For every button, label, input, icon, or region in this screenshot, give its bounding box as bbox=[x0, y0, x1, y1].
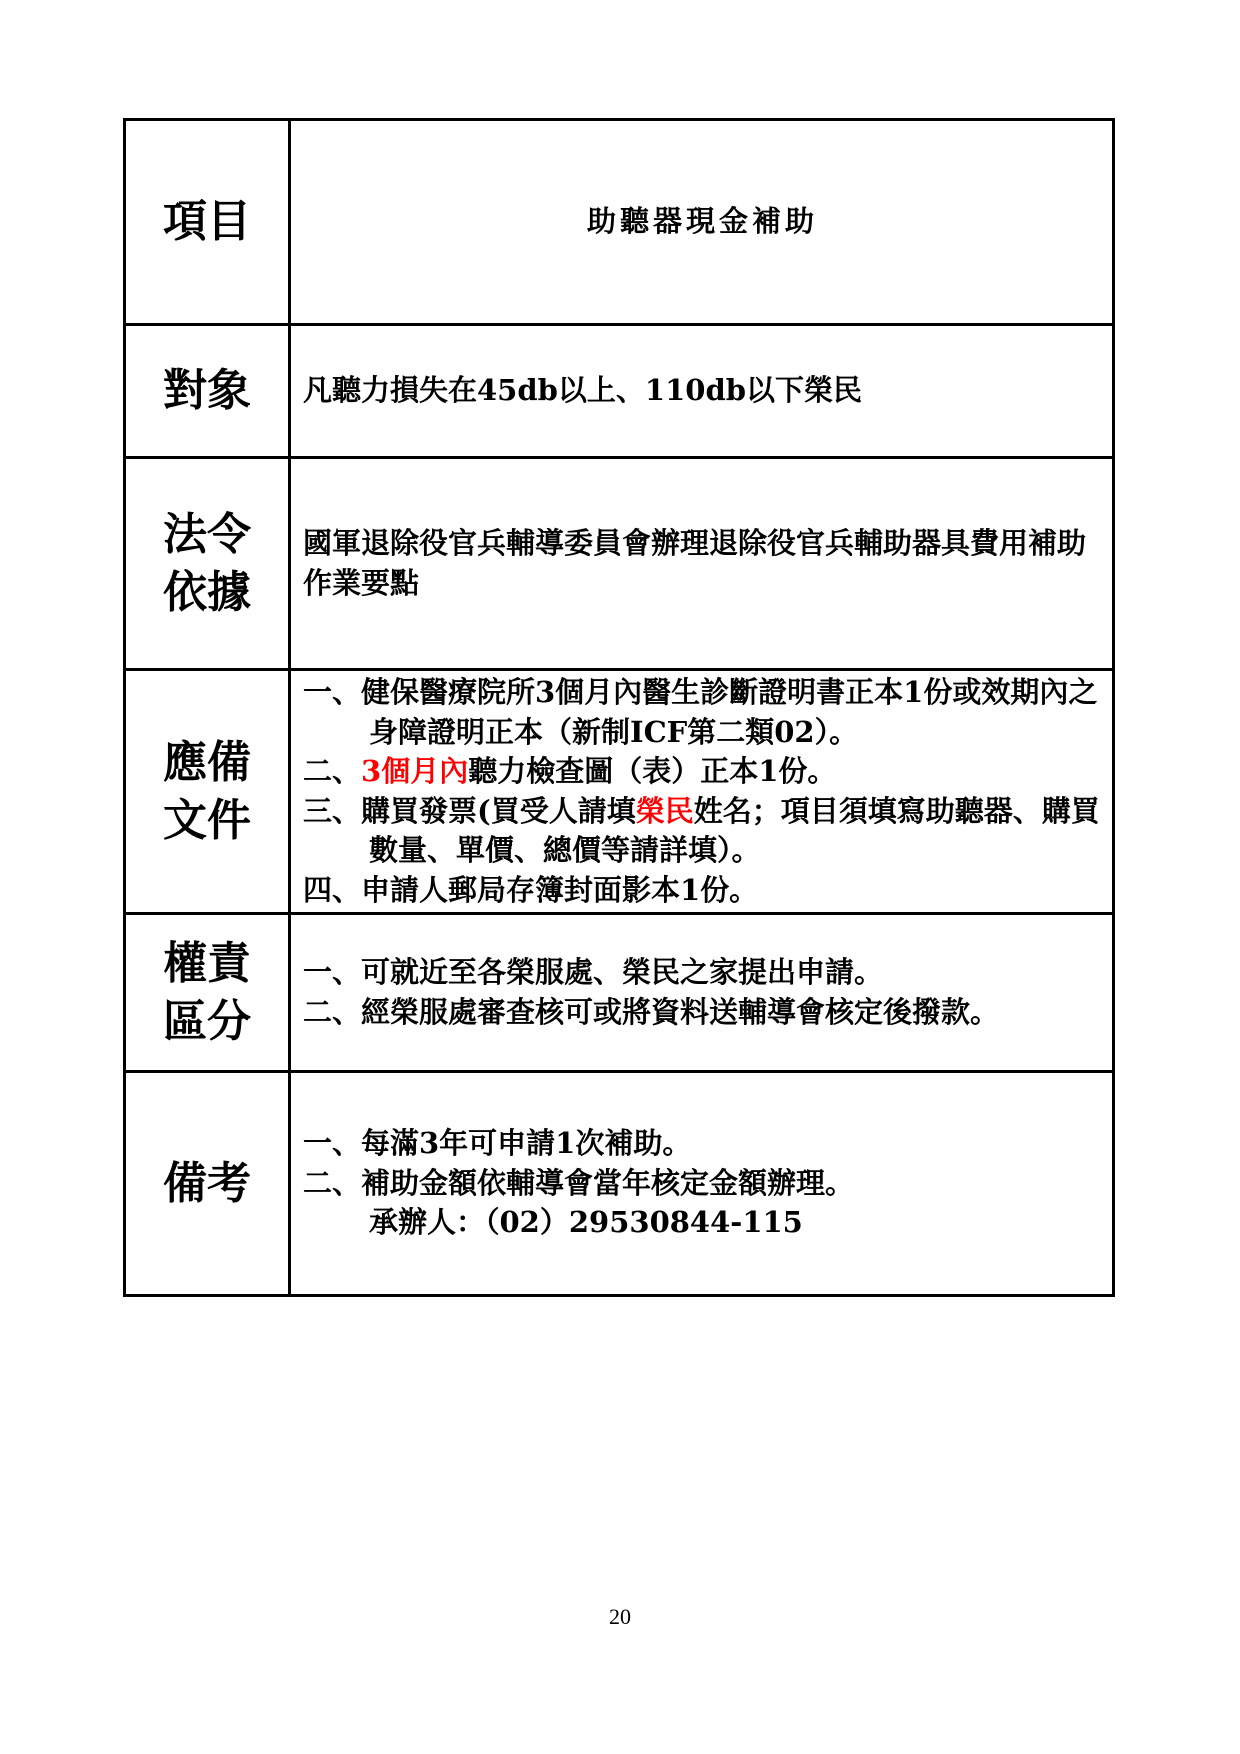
row-documents bbox=[125, 670, 1114, 914]
label-legal bbox=[125, 458, 290, 670]
highlight-text: 榮民 bbox=[635, 793, 694, 828]
label-item: 項目 bbox=[125, 120, 290, 325]
list-item bbox=[303, 752, 1102, 792]
remarks-list bbox=[290, 1072, 1114, 1296]
row-legal bbox=[125, 458, 1114, 670]
label-remarks: 備考 bbox=[125, 1072, 290, 1296]
label-line: 權責 bbox=[163, 937, 251, 989]
item-text: 聽力檢查圖（表）正本1份。 bbox=[468, 754, 837, 788]
item-text: 姓名；項目須填寫助聽器、購買數量、單價、總價等請詳填）。 bbox=[369, 793, 1100, 867]
list-item: 四、申請人郵局存簿封面影本1份。 bbox=[303, 872, 759, 907]
page-number: 20 bbox=[609, 1604, 631, 1629]
contact-info: 承辦人：（02）29530844-115 bbox=[369, 1205, 803, 1240]
label-documents bbox=[125, 670, 290, 914]
label-line: 依據 bbox=[163, 566, 251, 618]
row-item bbox=[125, 120, 1114, 325]
list-item: 一、每滿3年可申請1次補助。 bbox=[303, 1126, 692, 1161]
highlight-text: 3個月內 bbox=[361, 754, 469, 788]
responsibility-list bbox=[290, 914, 1114, 1072]
label-line: 應備 bbox=[163, 736, 251, 788]
row-remarks bbox=[125, 1072, 1114, 1296]
subsidy-table bbox=[123, 118, 1115, 1297]
legal-text: 國軍退除役官兵輔導委員會辦理退除役官兵輔助器具費用補助作業要點 bbox=[290, 458, 1114, 670]
row-target bbox=[125, 325, 1114, 458]
label-line: 區分 bbox=[163, 995, 251, 1047]
documents-list bbox=[290, 670, 1114, 914]
list-item: 二、經榮服處審查核可或將資料送輔導會核定後撥款。 bbox=[303, 994, 1000, 1029]
label-line: 法令 bbox=[163, 508, 251, 560]
list-item: 二、補助金額依輔導會當年核定金額辦理。 bbox=[303, 1165, 855, 1200]
list-item bbox=[303, 792, 1102, 871]
label-line: 文件 bbox=[163, 794, 251, 846]
list-item: 一、健保醫療院所3個月內醫生診斷證明書正本1份或效期內之身障證明正本（新制ICF第二類02）。 bbox=[303, 675, 1098, 749]
label-responsibility bbox=[125, 914, 290, 1072]
item-text: 三、購買發票(買受人請填 bbox=[303, 793, 636, 828]
page-title: 助聽器現金補助 bbox=[290, 120, 1114, 325]
list-item: 一、可就近至各榮服處、榮民之家提出申請。 bbox=[303, 955, 884, 989]
target-text: 凡聽力損失在45db以上、110db以下榮民 bbox=[290, 325, 1114, 458]
item-prefix: 二、 bbox=[303, 754, 362, 788]
row-responsibility bbox=[125, 914, 1114, 1072]
label-target: 對象 bbox=[125, 325, 290, 458]
